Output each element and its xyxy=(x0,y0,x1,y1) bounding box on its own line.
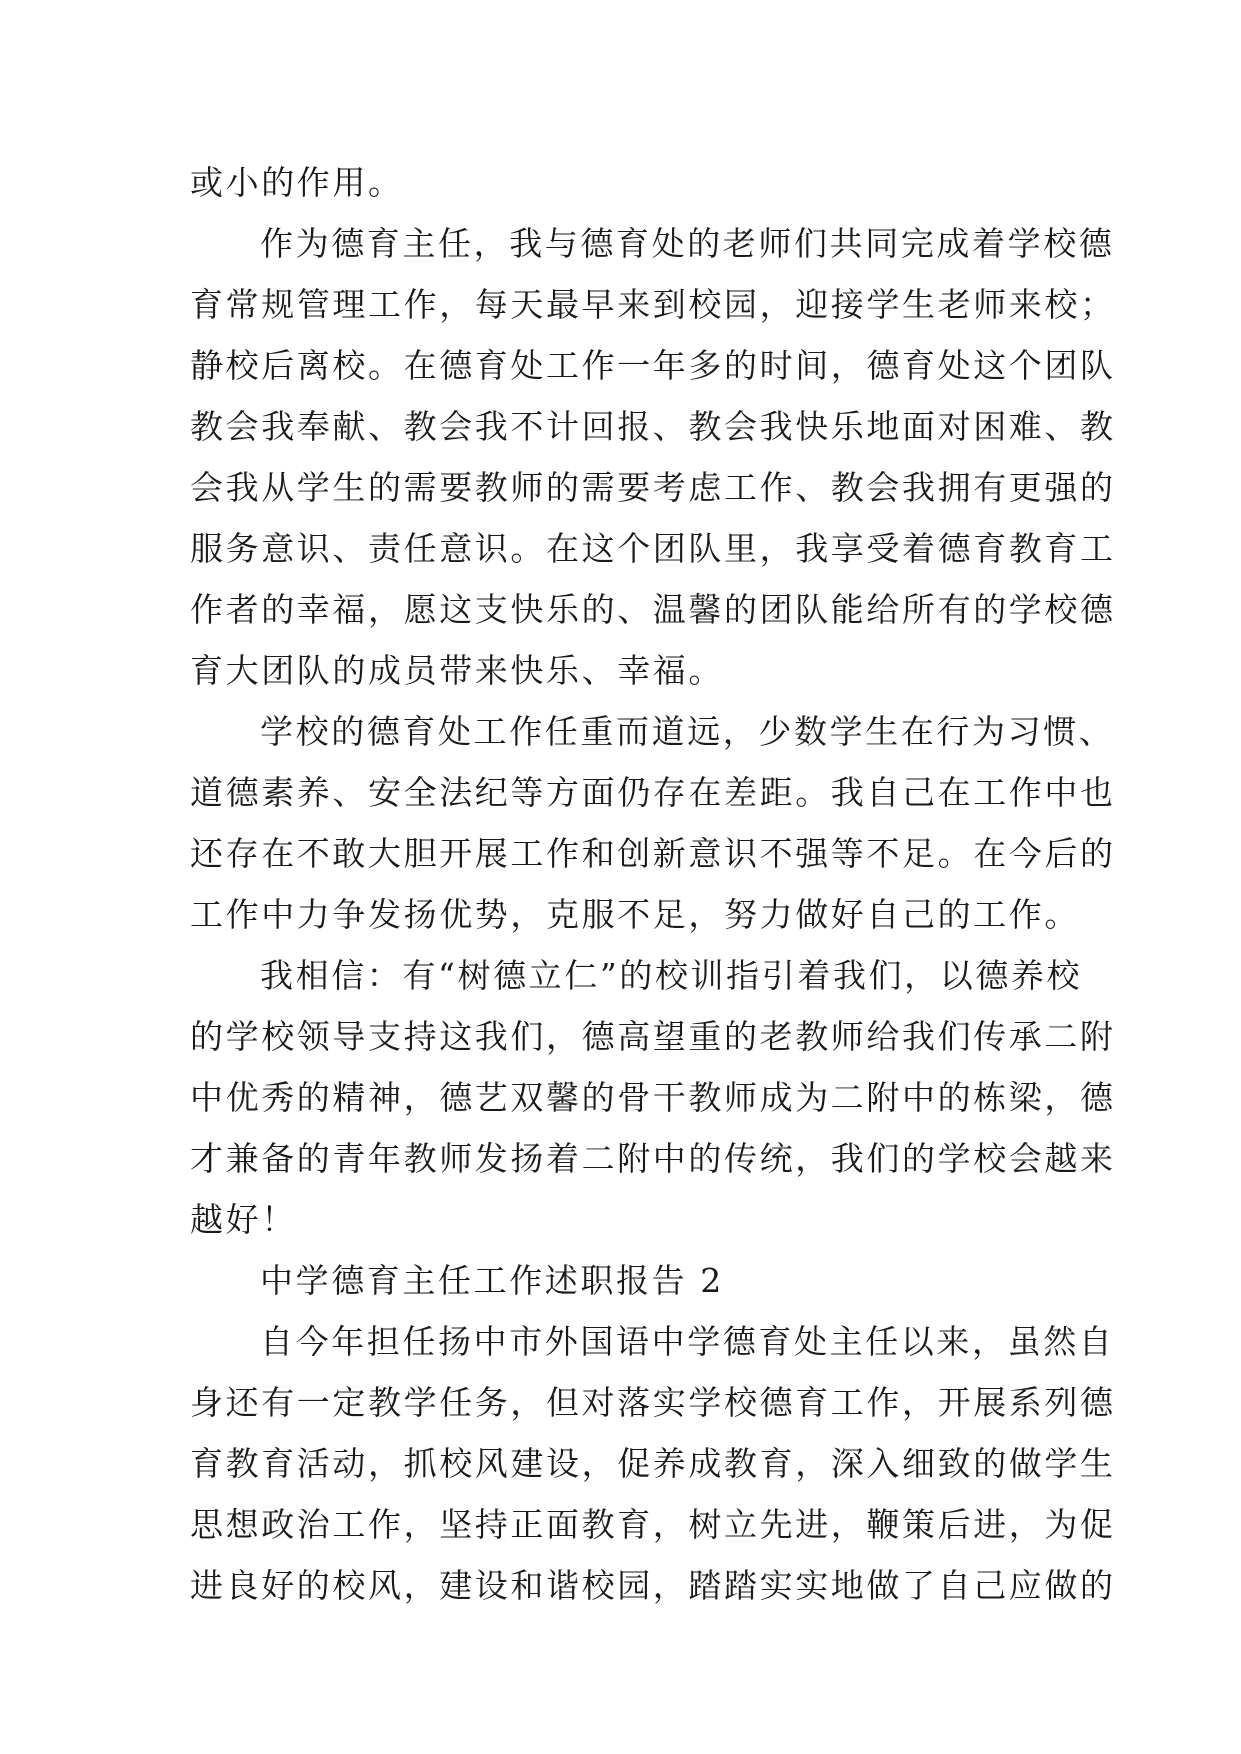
text-line: 育教育活动，抓校风建设，促养成教育，深入细致的做学生 xyxy=(190,1444,1116,1483)
text-line: 思想政治工作，坚持正面教育，树立先进，鞭策后进，为促 xyxy=(190,1505,1116,1544)
text-line: 进良好的校风，建设和谐校园，踏踏实实地做了自己应做的 xyxy=(190,1566,1116,1605)
text-line: 我相信：有“树德立仁”的校训指引着我们，以德养校 xyxy=(260,956,1083,995)
text-line: 服务意识、责任意识。在这个团队里，我享受着德育教育工 xyxy=(190,529,1116,568)
text-line: 静校后离校。在德育处工作一年多的时间，德育处这个团队 xyxy=(190,346,1116,385)
text-line: 的学校领导支持这我们，德高望重的老教师给我们传承二附 xyxy=(190,1017,1116,1056)
text-line: 身还有一定教学任务，但对落实学校德育工作，开展系列德 xyxy=(190,1383,1116,1422)
text-line: 会我从学生的需要教师的需要考虑工作、教会我拥有更强的 xyxy=(190,468,1116,507)
text-line: 道德素养、安全法纪等方面仍存在差距。我自己在工作中也 xyxy=(190,773,1116,812)
text-line: 教会我奉献、教会我不计回报、教会我快乐地面对困难、教 xyxy=(190,407,1116,446)
text-line: 自今年担任扬中市外国语中学德育处主任以来，虽然自 xyxy=(260,1322,1115,1361)
text-line: 作为德育主任，我与德育处的老师们共同完成着学校德 xyxy=(260,224,1115,263)
text-line: 育常规管理工作，每天最早来到校园，迎接学生老师来校； xyxy=(190,285,1116,324)
text-line: 工作中力争发扬优势，克服不足，努力做好自己的工作。 xyxy=(190,895,1080,934)
text-line: 才兼备的青年教师发扬着二附中的传统，我们的学校会越来 xyxy=(190,1139,1116,1178)
section-heading: 中学德育主任工作述职报告 2 xyxy=(260,1261,724,1300)
text-line: 越好！ xyxy=(190,1200,297,1239)
text-line: 作者的幸福，愿这支快乐的、温馨的团队能给所有的学校德 xyxy=(190,590,1116,629)
text-line: 育大团队的成员带来快乐、幸福。 xyxy=(190,651,724,690)
text-line: 还存在不敢大胆开展工作和创新意识不强等不足。在今后的 xyxy=(190,834,1116,873)
text-line: 中优秀的精神，德艺双馨的骨干教师成为二附中的栋梁，德 xyxy=(190,1078,1116,1117)
document-body xyxy=(190,152,1116,1616)
text-line: 或小的作用。 xyxy=(190,163,404,202)
text-line: 学校的德育处工作任重而道远，少数学生在行为习惯、 xyxy=(260,712,1115,751)
